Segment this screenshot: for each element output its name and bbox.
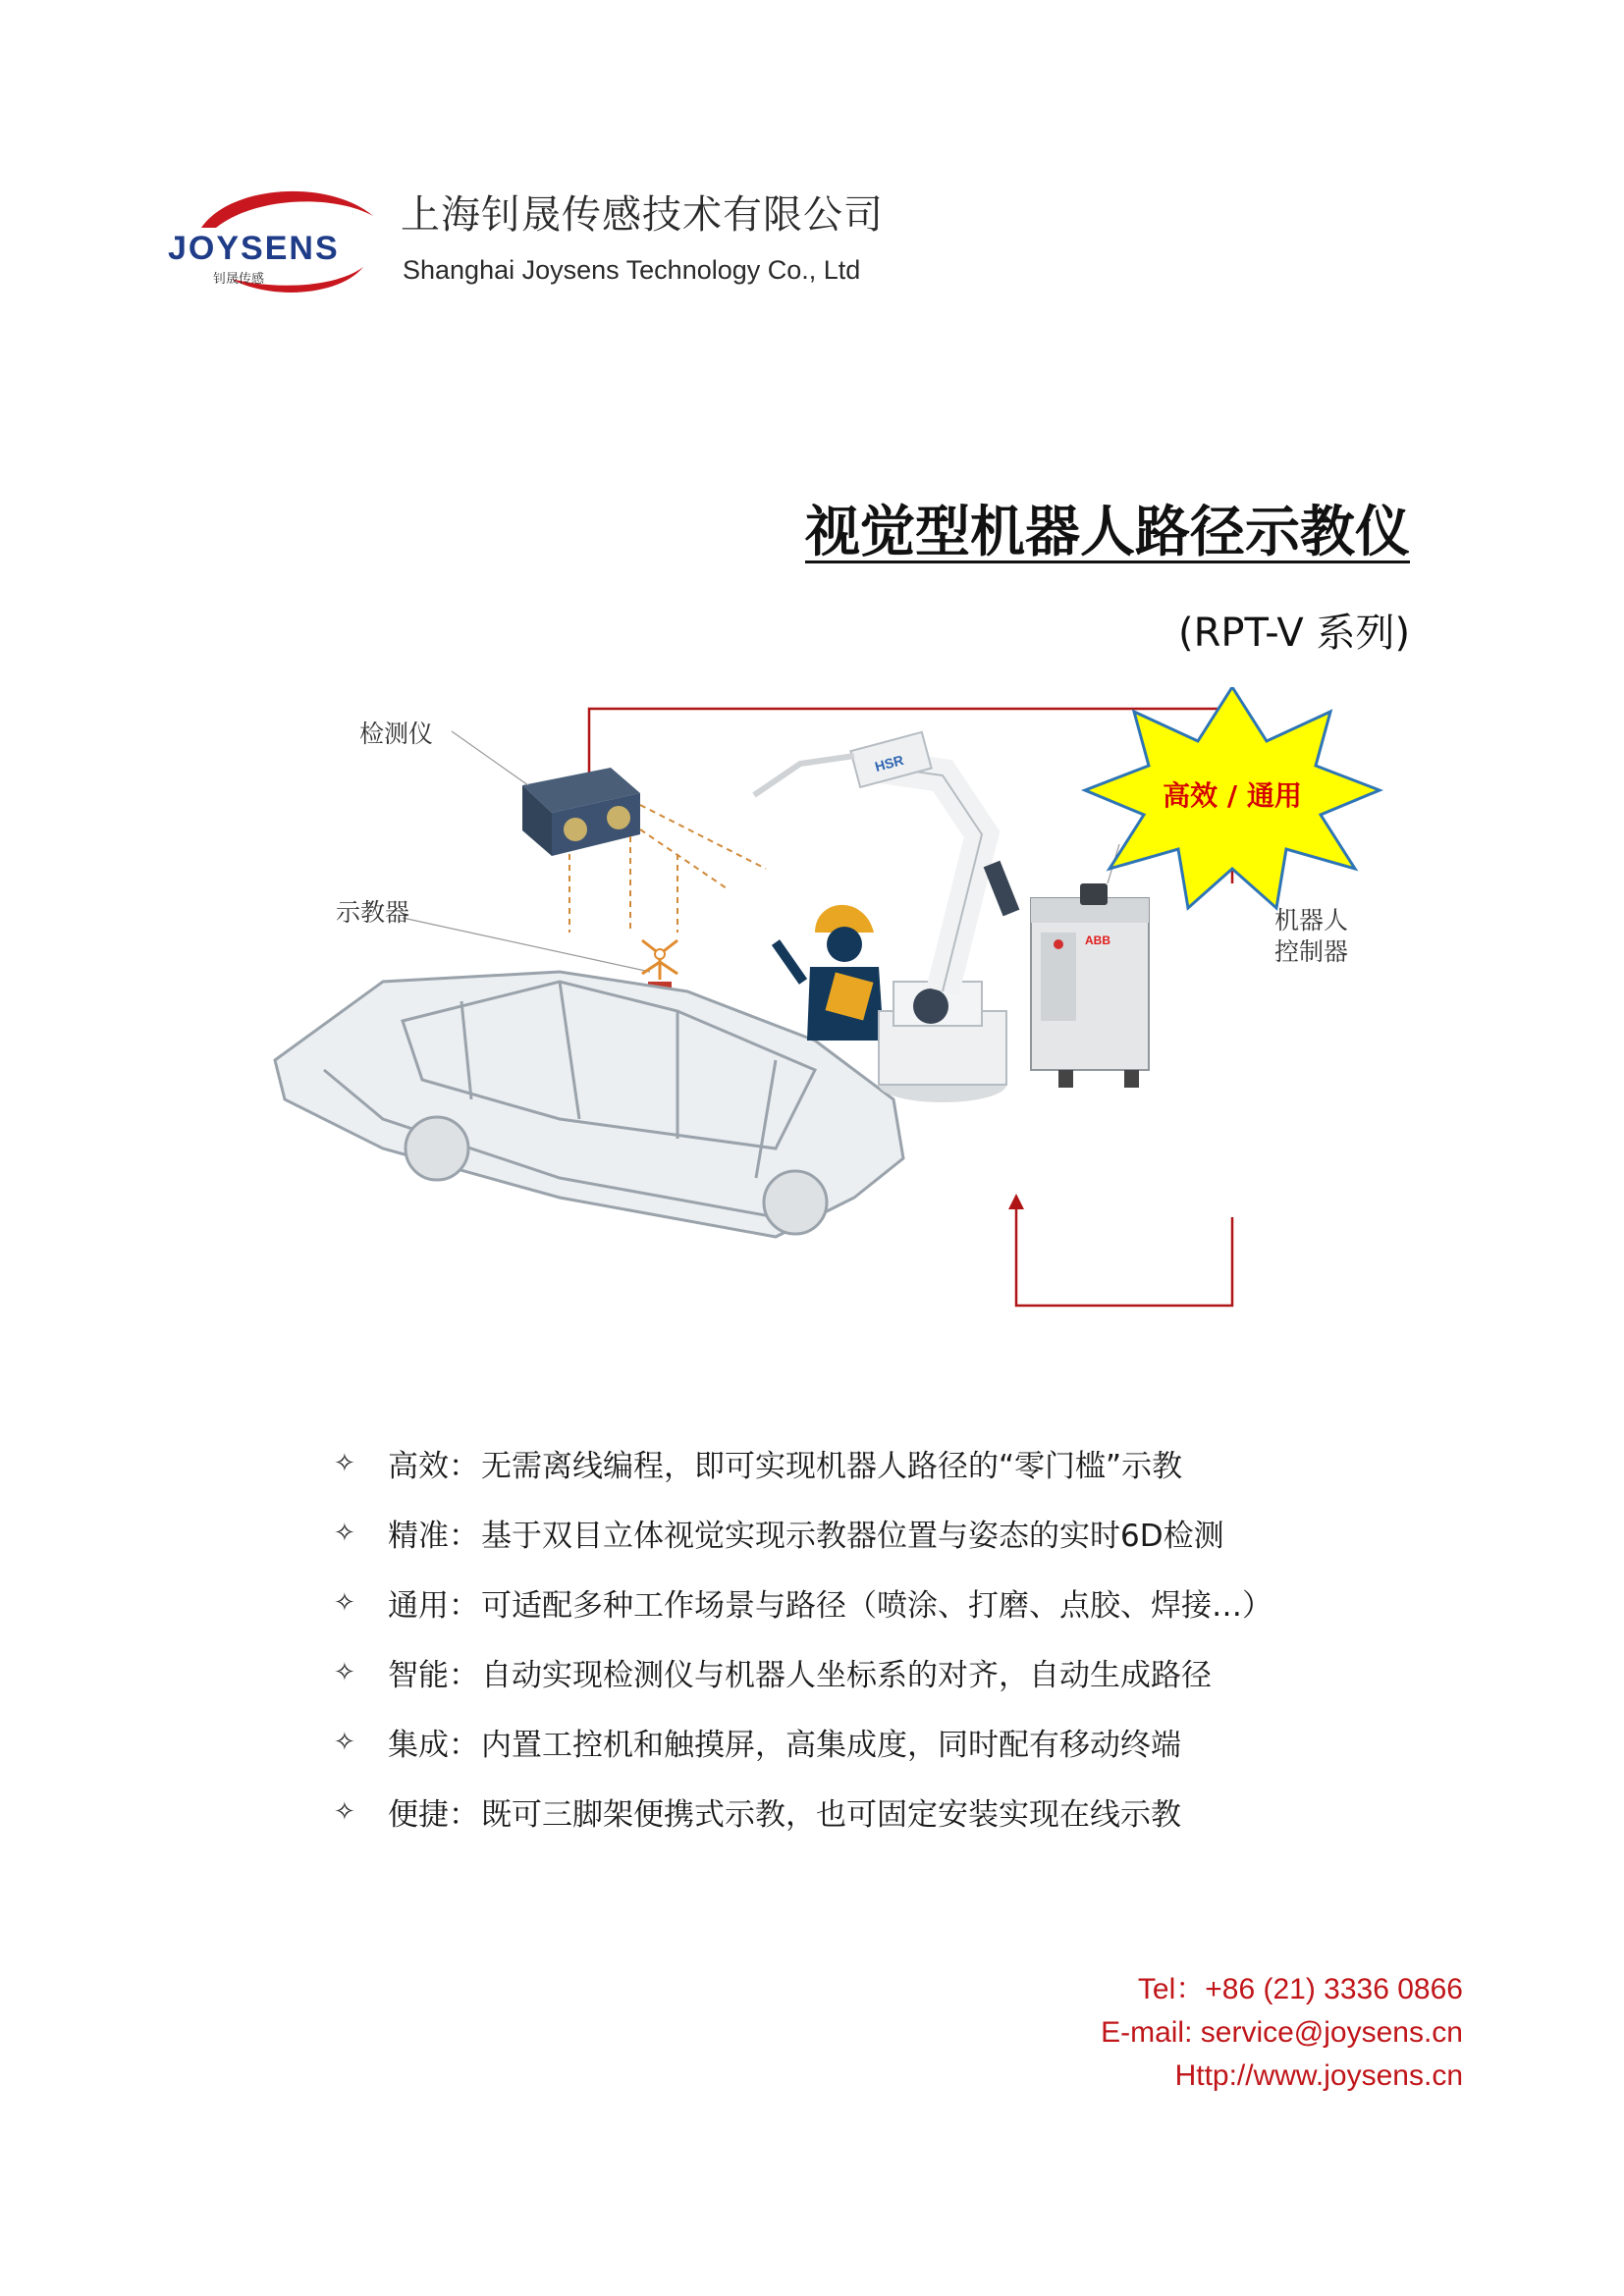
label-controller-line2: 控制器 xyxy=(1274,937,1349,966)
worker-figure xyxy=(776,905,884,1041)
feature-name: 智能： xyxy=(388,1658,479,1693)
arrow-head-bottom xyxy=(1008,1194,1024,1209)
company-name-cn: 上海钊晟传感技术有限公司 xyxy=(401,192,884,238)
label-line-detector xyxy=(452,731,528,785)
contact-email[interactable]: E-mail: service@joysens.cn xyxy=(1101,2016,1463,2049)
feature-text: 无需离线编程，即可实现机器人路径的“零门槛”示教 xyxy=(481,1449,1183,1484)
sparkle-bullet-icon: ✧ xyxy=(334,1796,355,1827)
feature-item xyxy=(334,1498,1463,1568)
sparkle-bullet-icon: ✧ xyxy=(334,1657,355,1687)
logo-swoosh-top xyxy=(201,191,373,228)
contact-block xyxy=(1101,1968,1463,2098)
feature-item xyxy=(334,1707,1463,1777)
feature-text: 自动实现检测仪与机器人坐标系的对齐，自动生成路径 xyxy=(481,1658,1212,1693)
company-name-en: Shanghai Joysens Technology Co., Ltd xyxy=(403,255,861,285)
controller-brand: ABB xyxy=(1085,934,1110,947)
sparkle-bullet-icon: ✧ xyxy=(334,1448,355,1478)
feature-name: 精准： xyxy=(388,1519,479,1554)
feature-text: 内置工控机和触摸屏，高集成度，同时配有移动终端 xyxy=(481,1728,1181,1763)
feature-item xyxy=(334,1428,1463,1498)
feature-name: 通用： xyxy=(388,1588,479,1624)
feature-item xyxy=(334,1637,1463,1707)
feature-text: 可适配多种工作场景与路径（喷涂、打磨、点胶、焊接…） xyxy=(481,1588,1272,1624)
sparkle-bullet-icon: ✧ xyxy=(334,1727,355,1757)
robot-controller-cabinet xyxy=(1031,883,1149,1088)
feature-item xyxy=(334,1777,1463,1846)
sparkle-bullet-icon: ✧ xyxy=(334,1518,355,1548)
contact-tel: Tel：+86 (21) 3336 0866 xyxy=(1137,1973,1463,2005)
loop-arrow-bottom xyxy=(1016,1205,1232,1306)
company-logo xyxy=(162,177,383,302)
sparkle-bullet-icon: ✧ xyxy=(334,1587,355,1618)
product-title: 视觉型机器人路径示教仪 xyxy=(805,501,1410,564)
detector-device xyxy=(522,768,640,856)
feature-text: 既可三脚架便携式示教，也可固定安装实现在线示教 xyxy=(481,1797,1181,1833)
logo-text: JOYSENS xyxy=(168,230,340,267)
system-diagram xyxy=(265,687,1443,1325)
feature-name: 便捷： xyxy=(388,1797,479,1833)
label-line-teach xyxy=(403,918,650,972)
label-detector: 检测仪 xyxy=(359,720,434,748)
robot-brand: HSR xyxy=(873,751,905,775)
feature-text: 基于双目立体视觉实现示教器位置与姿态的实时6D检测 xyxy=(481,1519,1224,1554)
feature-name: 高效： xyxy=(388,1449,479,1484)
feature-name: 集成： xyxy=(388,1728,479,1763)
contact-website[interactable]: Http://www.joysens.cn xyxy=(1174,2059,1463,2092)
logo-subtext: 钊晟传感 xyxy=(213,272,265,287)
feature-list xyxy=(334,1428,1463,1846)
label-controller-line1: 机器人 xyxy=(1274,906,1349,934)
label-teach-device: 示教器 xyxy=(336,898,410,927)
product-series: (RPT-V 系列) xyxy=(1178,611,1411,656)
feature-item xyxy=(334,1568,1463,1637)
starburst-text: 高效 / 通用 xyxy=(1163,779,1302,812)
